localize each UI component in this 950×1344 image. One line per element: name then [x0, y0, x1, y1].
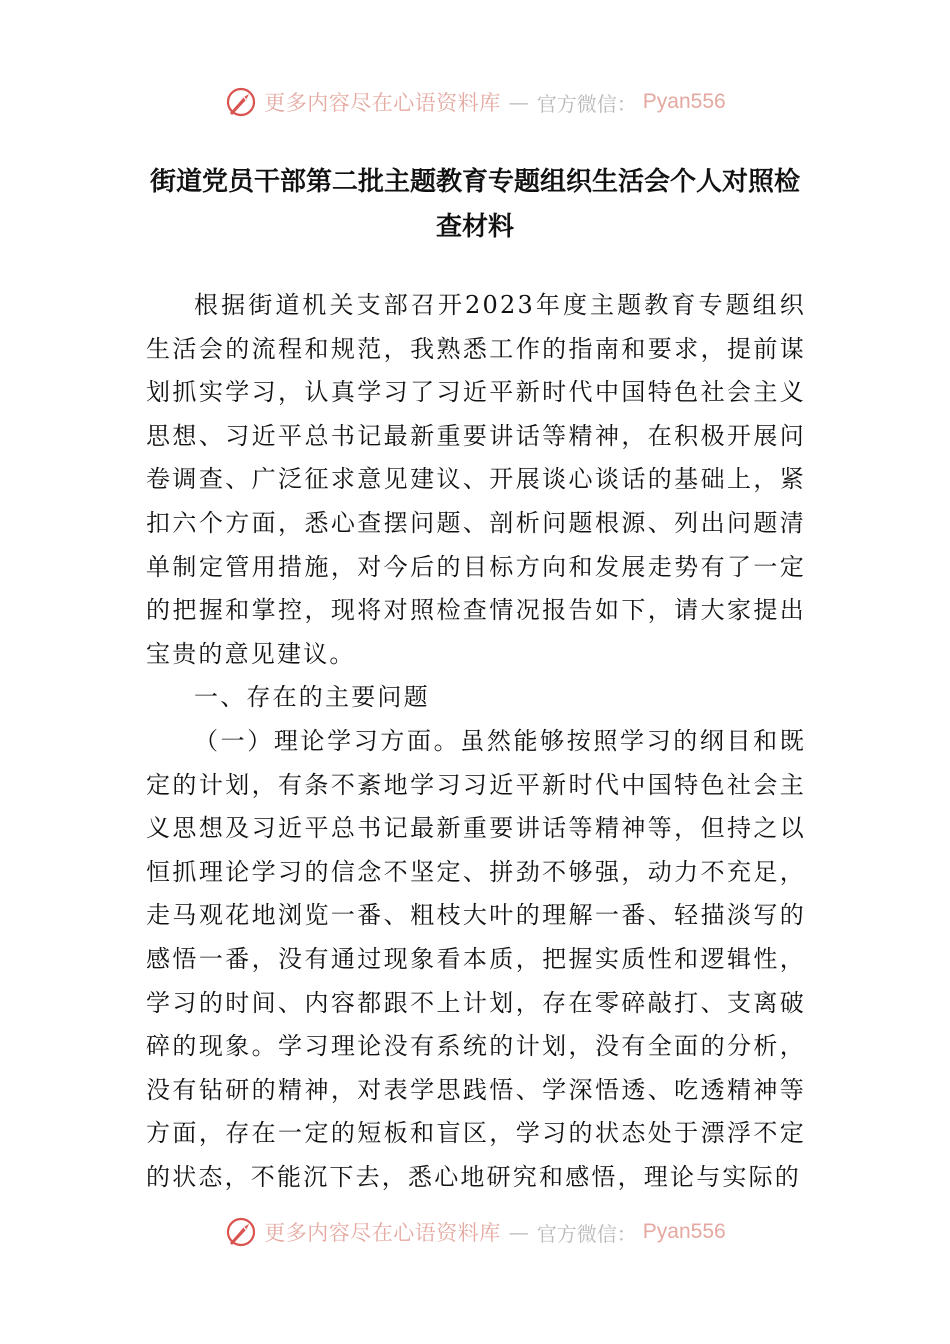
banner-contact-label: 官方微信： — [536, 1221, 637, 1246]
document-title: 街道党员干部第二批主题教育专题组织生活会个人对照检查材料 — [150, 167, 801, 242]
intro-paragraph: 根据街道机关支部召开2023年度主题教育专题组织生活会的流程和规范，我熟悉工作的指南和要求，提前谋划抓实学习，认真学习了习近平新时代中国特色社会主义思想、习近平总书记最新重要讲话等精神，在积极开展问卷调查、广泛征求意见建议、开展谈心谈话的基础上，紧扣六个方面，悉心查摆问题、剖析问题根源、列出问题清单制定管用措施，对今后的目标方向和发展走势有了一定的把握和掌控，现将对照检查情况报告如下，请大家提出宝贵的意见建议。 — [146, 291, 806, 668]
pen-nib-circle-icon — [224, 85, 258, 119]
banner-contact-handle: Pyan556 — [642, 1220, 726, 1243]
header-watermark-banner — [0, 82, 950, 122]
banner-contact-handle: Pyan556 — [642, 90, 726, 113]
banner-separator: — — [508, 1220, 529, 1244]
pen-nib-circle-icon — [224, 1215, 258, 1249]
banner-brand-text: 更多内容尽在心语资料库 — [264, 91, 501, 115]
banner-contact-label: 官方微信： — [536, 91, 637, 116]
theory-study-paragraph: （一）理论学习方面。虽然能够按照学习的纲目和既定的计划，有条不紊地学习习近平新时代中国特色社会主义思想及习近平总书记最新重要讲话等精神等，但持之以恒抓理论学习的信念不坚定、拼劲不够强，动力不充足，走马观花地浏览一番、粗枝大叶的理解一番、轻描淡写的感悟一番，没有通过现象看本质，把握实质性和逻辑性，学习的时间、内容都跟不上计划，存在零碎敲打、支离破碎的现象。学习理论没有系统的计划，没有全面的分析，没有钻研的精神，对表学思践悟、学深悟透、吃透精神等方面，存在一定的短板和盲区，学习的状态处于漂浮不定的状态，不能沉下去，悉心地研究和感悟，理论与实际的 — [146, 726, 806, 1191]
section-heading: 一、存在的主要问题 — [194, 683, 430, 712]
document-body — [146, 284, 806, 1199]
banner-brand-text: 更多内容尽在心语资料库 — [264, 1221, 501, 1245]
banner-separator: — — [508, 90, 529, 114]
footer-watermark-banner — [0, 1212, 950, 1252]
